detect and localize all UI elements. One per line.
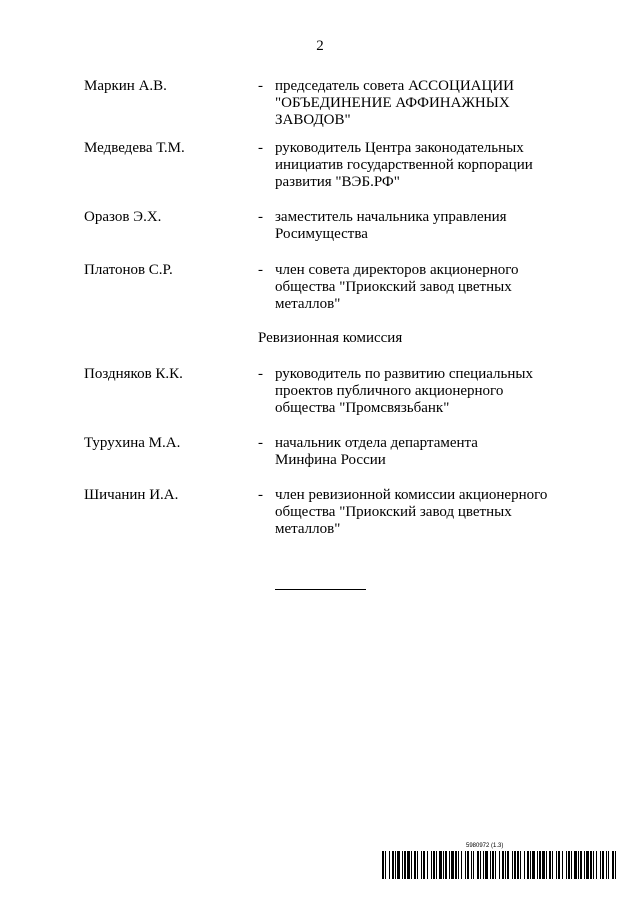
dash: - (258, 487, 263, 503)
dash: - (258, 209, 263, 225)
position-line: Росимущества (275, 226, 368, 242)
position-line: ЗАВОДОВ" (275, 112, 351, 128)
barcode-icon (382, 851, 616, 879)
member-position (275, 435, 605, 469)
position-line: руководитель по развитию специальных (275, 366, 533, 382)
position-line: "ОБЪЕДИНЕНИЕ АФФИНАЖНЫХ (275, 95, 510, 111)
dash: - (258, 140, 263, 156)
position-line: руководитель Центра законодательных (275, 140, 524, 156)
dash: - (258, 78, 263, 94)
member-position (275, 209, 605, 243)
dash: - (258, 366, 263, 382)
position-line: металлов" (275, 521, 341, 537)
member-position (275, 366, 605, 417)
member-name: Оразов Э.Х. (84, 209, 162, 225)
dash: - (258, 435, 263, 451)
position-line: общества "Промсвязьбанк" (275, 400, 450, 416)
page-number: 2 (316, 38, 324, 54)
position-line: Минфина России (275, 452, 386, 468)
position-line: общества "Приокский завод цветных (275, 504, 512, 520)
position-line: развития "ВЭБ.РФ" (275, 174, 400, 190)
member-name: Турухина М.А. (84, 435, 181, 451)
member-name: Медведева Т.М. (84, 140, 185, 156)
member-name: Шичанин И.А. (84, 487, 179, 503)
position-line: заместитель начальника управления (275, 209, 507, 225)
dash: - (258, 262, 263, 278)
position-line: общества "Приокский завод цветных (275, 279, 512, 295)
position-line: металлов" (275, 296, 341, 312)
position-line: начальник отдела департамента (275, 435, 478, 451)
end-rule (275, 589, 366, 590)
section-heading: Ревизионная комиссия (258, 330, 403, 346)
member-position (275, 487, 605, 538)
member-name: Поздняков К.К. (84, 366, 183, 382)
member-name: Маркин А.В. (84, 78, 167, 94)
member-position (275, 140, 605, 191)
position-line: проектов публичного акционерного (275, 383, 504, 399)
member-position (275, 78, 605, 129)
barcode-code: 5980972 (1.3) (466, 843, 504, 849)
position-line: член совета директоров акционерного (275, 262, 519, 278)
position-line: член ревизионной комиссии акционерного (275, 487, 548, 503)
position-line: инициатив государственной корпорации (275, 157, 533, 173)
position-line: председатель совета АССОЦИАЦИИ (275, 78, 514, 94)
member-name: Платонов С.Р. (84, 262, 173, 278)
member-position (275, 262, 605, 313)
